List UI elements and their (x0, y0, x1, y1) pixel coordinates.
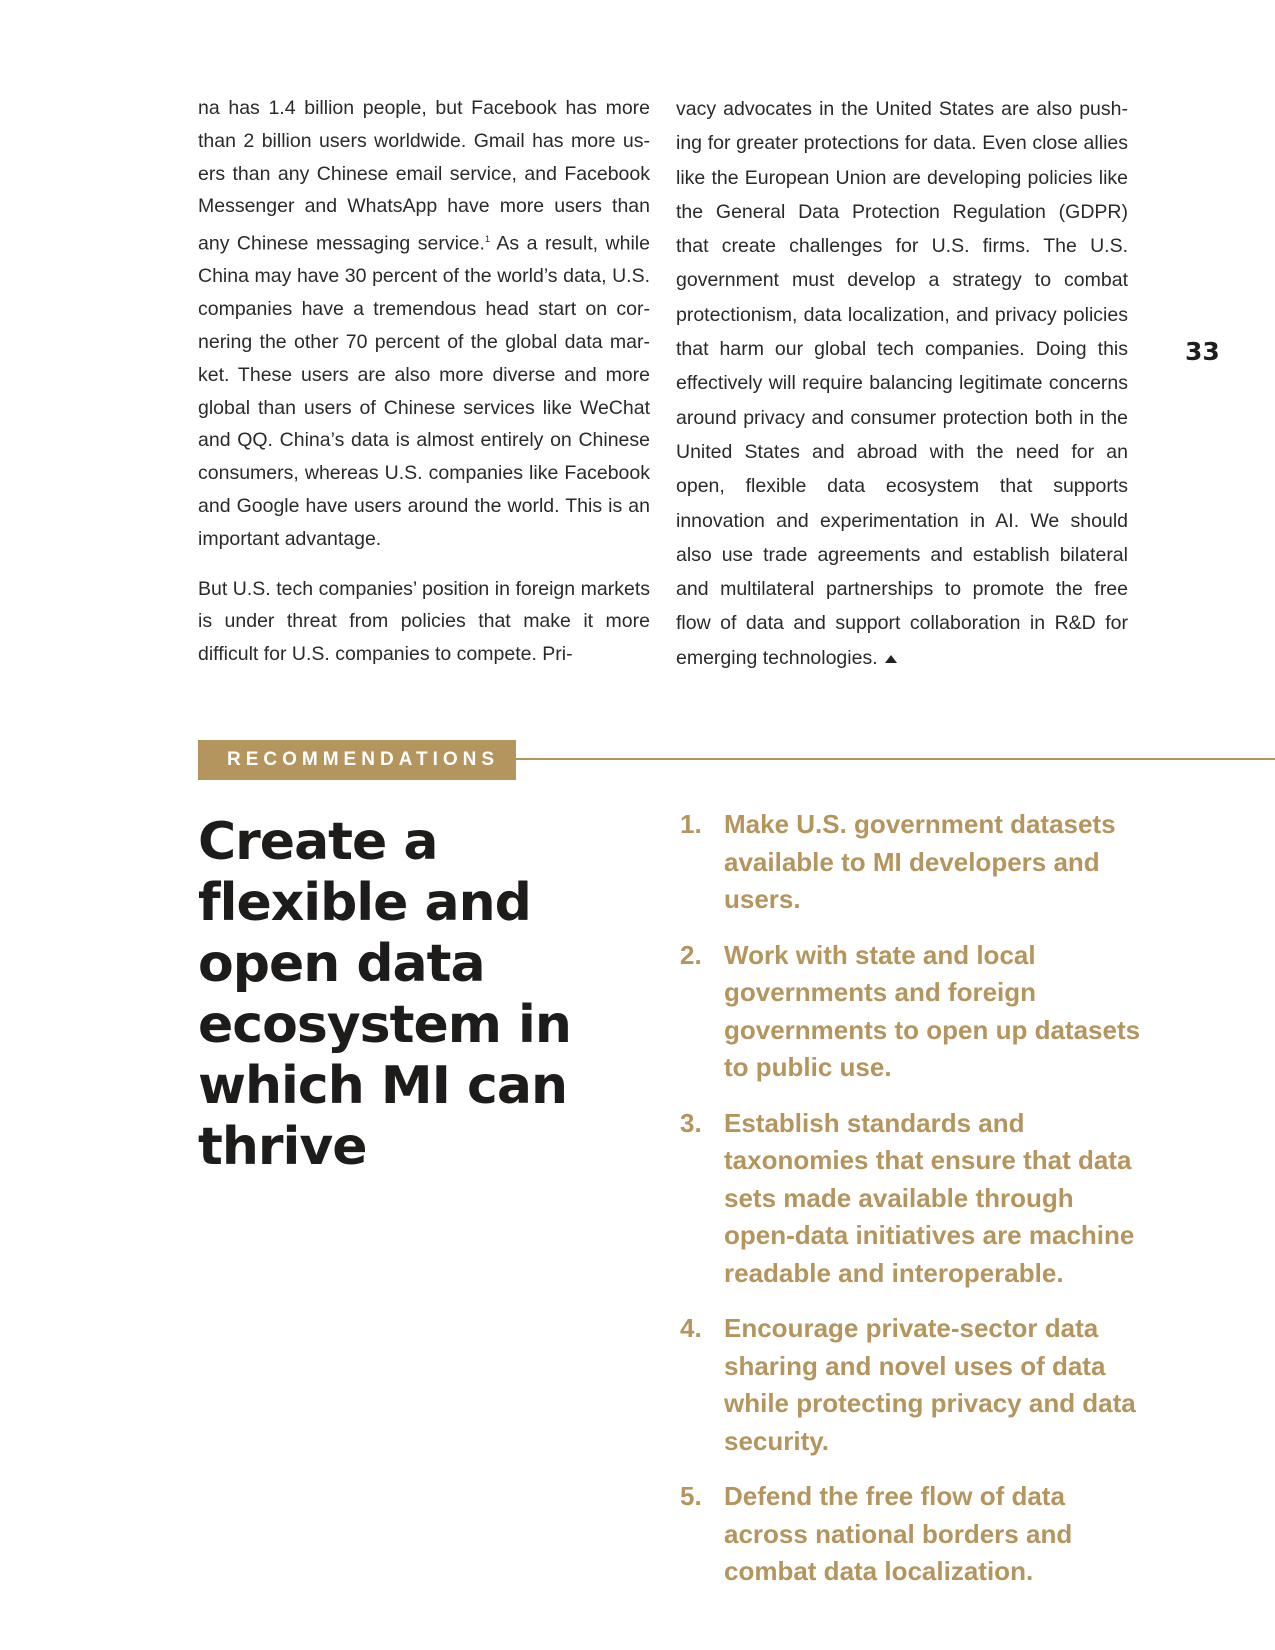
body-column-left (198, 92, 650, 688)
end-of-article-icon (885, 655, 897, 663)
recommendation-number: 5. (680, 1481, 702, 1511)
recommendation-number: 2. (680, 939, 702, 970)
recommendations-heading: Create a flexible and open data ecosystem in which MI can thrive (198, 812, 571, 1177)
body-paragraph: na has 1.4 billion people, but Facebook has more than 2 billion users worldwide. Gmail has more users than any Chinese email service, and Facebook Messenger and WhatsApp have more users than any Chinese messaging service.$^1$ As a result, while China may have 30 percent of the world’s data, U.S. companies have a tremendous head start on cornering the other 70 percent of the global data market. These users are also more diverse and more global than users of Chinese services like WeChat and QQ. China’s data is almost entirely on Chinese consumers, whereas U.S. companies like Facebook and Google have users around the world. This is an important advantage. (198, 97, 650, 550)
recommendations-list (680, 806, 1150, 1609)
recommendation-text: Make U.S. government datasets available to MI developers and users. (724, 809, 1116, 914)
body-column-right (676, 92, 1128, 692)
recommendation-number: 1. (680, 809, 702, 839)
section-label: RECOMMENDATIONS (198, 740, 516, 780)
recommendation-item (680, 806, 1150, 919)
recommendation-item (680, 1310, 1150, 1460)
recommendation-item (680, 1478, 1150, 1591)
page-number: 33 (1185, 337, 1220, 366)
recommendation-number: 3. (680, 1107, 702, 1138)
recommendation-number: 4. (680, 1313, 702, 1343)
recommendation-text: Work with state and local governments and foreign governments to open up datasets to public use. (724, 939, 1141, 1082)
body-paragraph: But U.S. tech companies’ position in foreign markets is under threat from policies that make it more difficult for U.S. companies to compete. Pri- (198, 577, 650, 666)
recommendation-item (680, 1105, 1150, 1293)
footnote-mark[interactable]: 1 (484, 234, 490, 245)
recommendation-text: Establish standards and taxonomies that ensure that data sets made available through open-data initiatives are machine readable and interoperable. (724, 1107, 1135, 1288)
section-divider (516, 758, 1275, 760)
recommendation-text: Encourage private-sector data sharing and novel uses of data while protecting privacy and data security. (724, 1313, 1136, 1456)
body-paragraph: vacy advocates in the United States are also pushing for greater protections for data. Even close allies like the European Union are developing policies like the General Data Protection Regulation (GDPR) that create challenges for U.S. firms. The U.S. government must develop a strategy to combat protectionism, data localization, and privacy policies that harm our global tech companies. Doing this effectively will require balancing legitimate concerns around privacy and consumer protection both in the United States and abroad with the need for an open, flexible data ecosystem that supports innovation and experimentation in AI. We should also use trade agreements and establish bilateral and multilateral partnerships to promote the free flow of data and support collaboration in R&D for emerging technologies. (676, 98, 1128, 669)
recommendation-item (680, 937, 1150, 1087)
recommendation-text: Defend the free flow of data across national borders and combat data localization. (724, 1481, 1073, 1586)
